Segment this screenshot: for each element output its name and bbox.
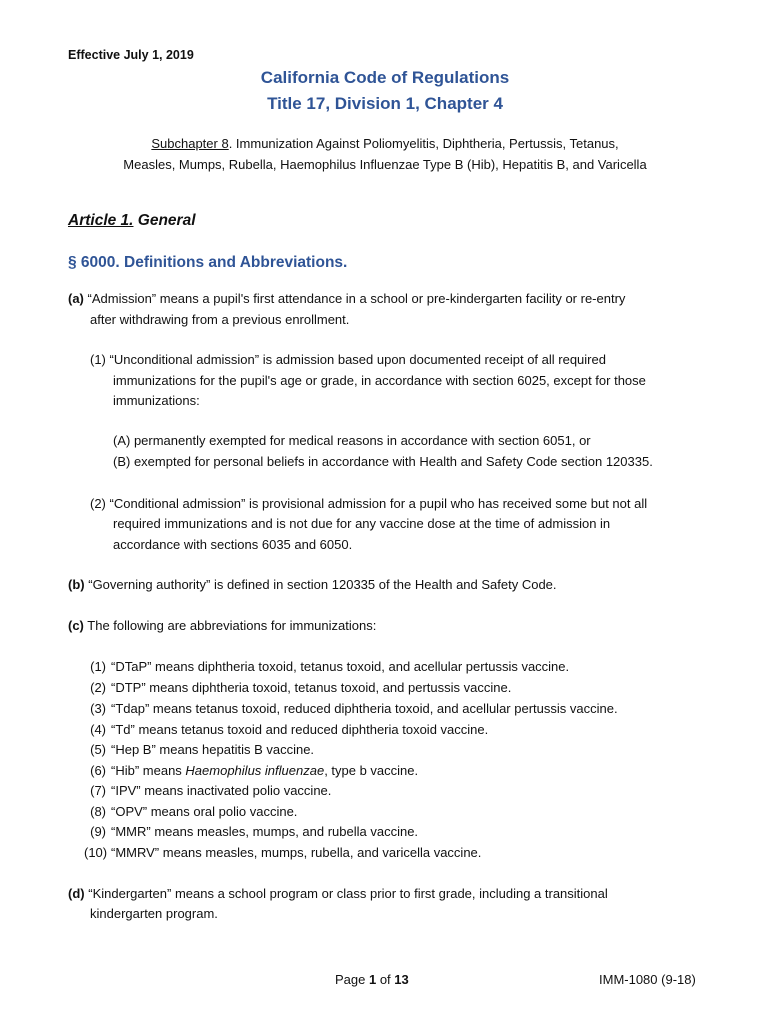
list-item [84, 701, 618, 716]
subchapter-line-2: Measles, Mumps, Rubella, Haemophilus Influenzae Type B (Hib), Hepatitis B, and Varicella [123, 157, 647, 172]
para-a1-line-2: immunizations for the pupil's age or grade, in accordance with section 6025, except for those [113, 373, 646, 388]
list-item [84, 680, 511, 695]
subchapter-link[interactable]: Subchapter 8 [151, 136, 229, 151]
para-a1-num: (1) [90, 352, 106, 367]
article-name: General [133, 212, 196, 229]
list-item-num: (5) [90, 742, 106, 757]
subchapter-text: . Immunization Against Poliomyelitis, Diphtheria, Pertussis, Tetanus, [228, 136, 619, 151]
article-heading [68, 212, 196, 230]
para-a-label: (a) [68, 291, 84, 306]
para-a2-line-1 [90, 496, 647, 511]
list-item-num: (8) [90, 804, 106, 819]
form-id: IMM-1080 (9-18) [599, 972, 696, 987]
para-a2-line-2: required immunizations and is not due for any vaccine dose at the time of admission in [113, 516, 611, 531]
para-d-text: “Kindergarten” means a school program or class prior to first grade, including a transitional [88, 886, 608, 901]
para-a2-line-3: accordance with sections 6035 and 6050. [113, 537, 353, 552]
para-a2-text: “Conditional admission” is provisional admission for a pupil who has received some but not all [109, 496, 648, 511]
list-item [84, 659, 569, 674]
list-item-num: (3) [90, 701, 106, 716]
para-c-label: (c) [68, 618, 84, 633]
list-item-num: (4) [90, 722, 106, 737]
list-item-num: (9) [90, 824, 106, 839]
list-item-text: “OPV” means oral polio vaccine. [111, 804, 298, 819]
list-item-text: “MMR” means measles, mumps, and rubella vaccine. [111, 824, 419, 839]
list-item-text-end: , type b vaccine. [324, 763, 419, 778]
list-item-text: “Hep B” means hepatitis B vaccine. [111, 742, 315, 757]
para-d-line-1 [68, 886, 608, 901]
document-title: California Code of Regulations [260, 68, 510, 87]
para-a1-sub-b: (B) exempted for personal beliefs in accordance with Health and Safety Code section 120335. [113, 454, 653, 469]
section-heading: § 6000. Definitions and Abbreviations. [68, 254, 348, 271]
list-item-num: (7) [90, 783, 106, 798]
list-item [84, 742, 314, 757]
list-item-num: (2) [90, 680, 106, 695]
para-c-text: The following are abbreviations for immunizations: [87, 618, 377, 633]
para-c [68, 618, 376, 633]
para-b-text: “Governing authority” is defined in section 120335 of the Health and Safety Code. [88, 577, 557, 592]
list-item-text: “DTP” means diphtheria toxoid, tetanus toxoid, and pertussis vaccine. [111, 680, 512, 695]
para-a-line-1 [68, 291, 625, 306]
list-item [84, 763, 418, 778]
page-number [335, 972, 409, 987]
list-item-text: “IPV” means inactivated polio vaccine. [111, 783, 332, 798]
list-item-text: “Td” means tetanus toxoid and reduced diphtheria toxoid vaccine. [111, 722, 489, 737]
para-b [68, 577, 557, 592]
para-a1-line-3: immunizations: [113, 393, 200, 408]
list-item-num: (10) [84, 845, 108, 860]
para-d-label: (d) [68, 886, 85, 901]
para-a2-num: (2) [90, 496, 106, 511]
list-item-num: (1) [90, 659, 106, 674]
subchapter-line-1 [0, 136, 770, 151]
list-item [84, 783, 331, 798]
of-word: of [376, 972, 395, 987]
list-item-num: (6) [90, 763, 106, 778]
para-b-label: (b) [68, 577, 85, 592]
para-a1-text: “Unconditional admission” is admission based upon documented receipt of all required [109, 352, 606, 367]
para-d-line-2: kindergarten program. [90, 906, 218, 921]
list-item [84, 845, 481, 860]
total-pages: 13 [394, 972, 409, 987]
para-a1-line-1 [90, 352, 606, 367]
current-page: 1 [368, 972, 377, 987]
list-item [84, 722, 488, 737]
list-item-text: “Tdap” means tetanus toxoid, reduced diphtheria toxoid, and acellular pertussis vaccine. [111, 701, 618, 716]
list-item-text: “Hib” means [111, 763, 186, 778]
list-item [84, 824, 418, 839]
page-word: Page [335, 972, 369, 987]
list-item-text: “MMRV” means measles, mumps, rubella, and varicella vaccine. [111, 845, 482, 860]
article-label: Article 1. [68, 212, 134, 229]
effective-date: Effective July 1, 2019 [68, 48, 194, 62]
para-a-line-2: after withdrawing from a previous enrollment. [90, 312, 350, 327]
list-item-text: “DTaP” means diphtheria toxoid, tetanus toxoid, and acellular pertussis vaccine. [111, 659, 570, 674]
para-a1-sub-a: (A) permanently exempted for medical reasons in accordance with section 6051, or [113, 433, 591, 448]
list-item [84, 804, 297, 819]
document-subtitle: Title 17, Division 1, Chapter 4 [267, 94, 503, 113]
para-a-text: “Admission” means a pupil's first attendance in a school or pre-kindergarten facility or re-entry [87, 291, 626, 306]
list-item-italic: Haemophilus influenzae [185, 763, 325, 778]
